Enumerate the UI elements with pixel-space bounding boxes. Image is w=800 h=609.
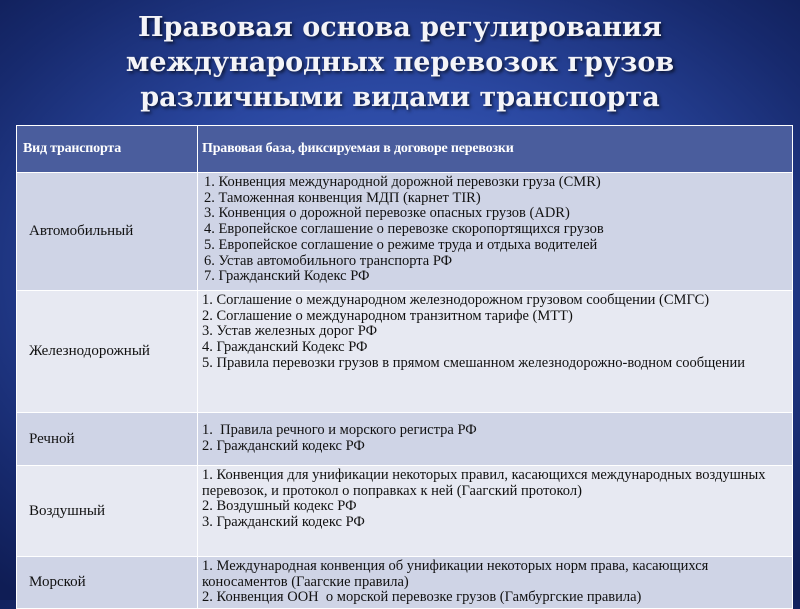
- table-row-rail: [17, 291, 793, 413]
- list-item: 1. Конвенция международной дорожной перевозки груза (CMR): [204, 174, 601, 190]
- header-transport-type: Вид транспорта: [17, 126, 198, 173]
- list-item: 2. Таможенная конвенция МДП (карнет TIR): [204, 189, 481, 206]
- legal-basis-table: [16, 125, 793, 609]
- table-header-row: [17, 126, 793, 173]
- title-line-1: Правовая основа регулирования: [138, 12, 662, 43]
- table-row-sea: [17, 557, 793, 609]
- legal-basis-cell: [198, 466, 793, 557]
- list-item: 5. Правила перевозки грузов в прямом смешанном железнодорожно-водном сообщении: [202, 354, 745, 371]
- transport-type-cell: Железнодорожный: [17, 291, 198, 413]
- list-item: 4. Гражданский Кодекс РФ: [202, 339, 368, 356]
- table-row-road: [17, 173, 793, 291]
- transport-type-cell: Автомобильный: [17, 173, 198, 291]
- list-item: 2. Конвенция ООН о морской перевозке грузов (Гамбургские правила): [202, 589, 642, 606]
- list-item: 3. Устав железных дорог РФ: [202, 323, 378, 340]
- list-item: 1. Конвенция для унификации некоторых правил, касающихся международных воздушных перевозок, и протокол о поправках к ней (Гаагский протокол): [202, 467, 766, 499]
- title-line-3: различными видами транспорта: [140, 82, 660, 113]
- slide-title: [0, 10, 800, 115]
- list-item: 5. Европейское соглашение о режиме труда и отдыха водителей: [204, 236, 598, 253]
- list-item: 2. Соглашение о международном транзитном тарифе (МТТ): [202, 307, 573, 324]
- transport-type-cell: Морской: [17, 557, 198, 609]
- legal-basis-cell: [198, 291, 793, 413]
- list-item: 1. Правила речного и морского регистра РФ: [202, 422, 477, 439]
- list-item: 7. Гражданский Кодекс РФ: [204, 268, 370, 285]
- list-item: 3. Гражданский кодекс РФ: [202, 514, 365, 531]
- list-item: 3. Конвенция о дорожной перевозке опасных грузов (ADR): [204, 205, 570, 222]
- list-item: 2. Гражданский кодекс РФ: [202, 438, 365, 454]
- list-item: 2. Воздушный кодекс РФ: [202, 498, 357, 515]
- list-item: 4. Европейское соглашение о перевозке скоропортящихся грузов: [204, 221, 604, 238]
- list-item: 1. Соглашение о международном железнодорожном грузовом сообщении (СМГС): [202, 292, 710, 308]
- transport-type-cell: Речной: [17, 413, 198, 466]
- transport-type-cell: Воздушный: [17, 466, 198, 557]
- table-row-river: [17, 413, 793, 466]
- header-legal-basis: Правовая база, фиксируемая в договоре перевозки: [198, 126, 793, 173]
- legal-basis-cell: [198, 413, 793, 466]
- title-line-2: международных перевозок грузов: [125, 47, 675, 78]
- list-item: 6. Устав автомобильного транспорта РФ: [204, 252, 453, 269]
- legal-basis-cell: [198, 557, 793, 609]
- legal-basis-cell: [198, 173, 793, 291]
- table-row-air: [17, 466, 793, 557]
- list-item: 1. Международная конвенция об унификации некоторых норм права, касающихся коносаментов (Гаагские правила): [202, 558, 709, 590]
